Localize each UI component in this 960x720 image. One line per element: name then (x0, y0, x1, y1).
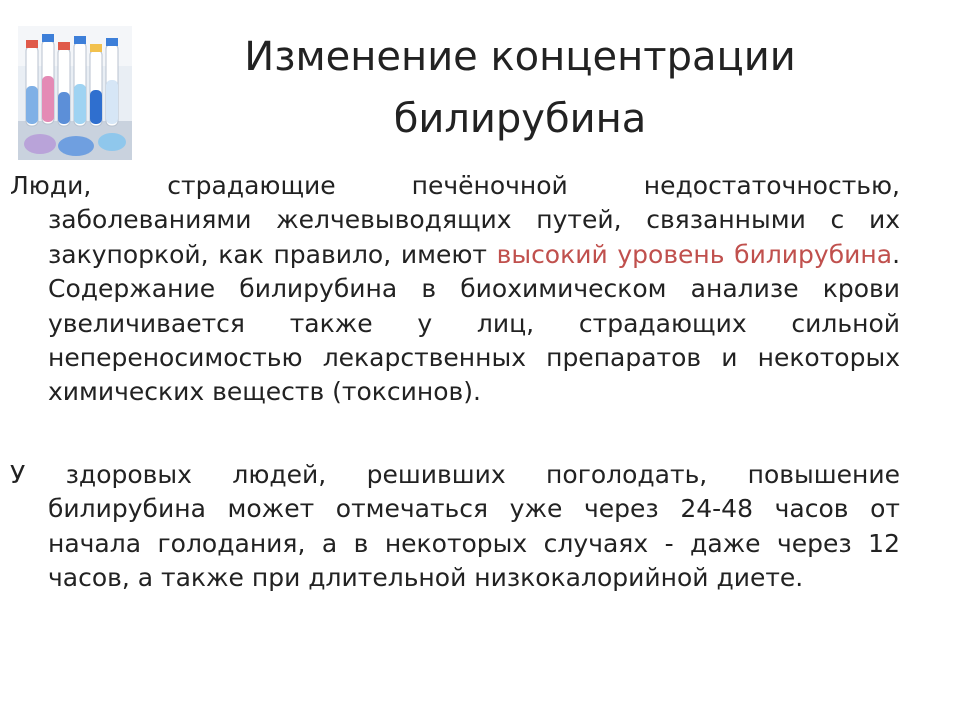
paragraph-2-text: У здоровых людей, решивших поголодать, повышение билирубина может отмечаться уже через 24-48 часов от начала голодания, а в некоторых случаях - даже через 12 часов, а также при длительной низкокалорийной диете. (10, 460, 900, 593)
paragraph-1-text-after: . Содержание билирубина в биохимическом анализе крови увеличивается также у лиц, страдающих сильной непереносимостью лекарственных препаратов и некоторых химических веществ (токсинов). (48, 239, 901, 407)
slide-title (140, 26, 900, 150)
lab-test-tubes-image (18, 26, 132, 160)
paragraph-fasting (10, 458, 900, 596)
high-bilirubin-highlight: высокий уровень билирубина (496, 239, 893, 269)
title-line-1: Изменение концентрации (244, 34, 796, 80)
title-line-2: билирубина (393, 96, 647, 142)
paragraph-liver-disease (10, 169, 900, 410)
paragraph-1-text-before: Люди, страдающие печёночной недостаточностью, заболеваниями желчевыводящих путей, связанными с их закупоркой, как правило, имеют (10, 171, 900, 269)
